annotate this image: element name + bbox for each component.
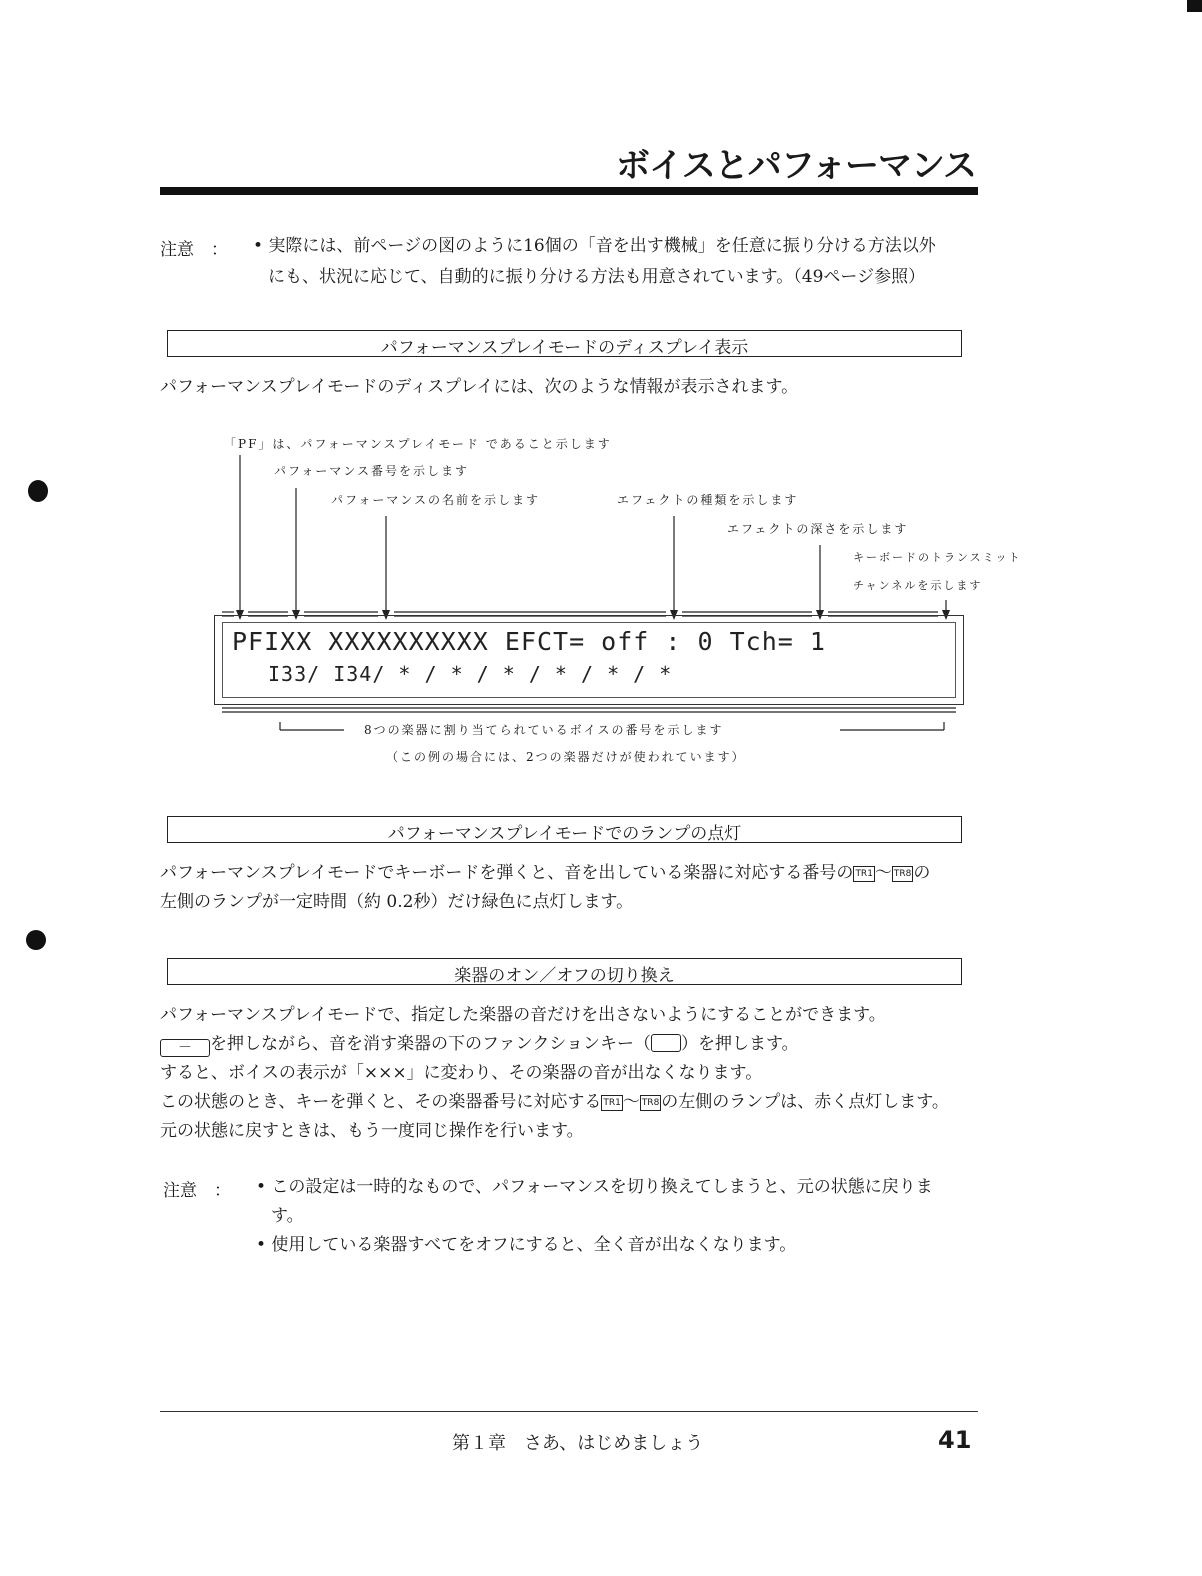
section-heading-onoff-text: 楽器のオン／オフの切り換え: [454, 966, 675, 986]
footer-rule: [160, 1411, 978, 1412]
scan-mark: [26, 930, 46, 950]
note-line-1: • 実際には、前ページの図のように16個の「音を出す機械」を任意に振り分ける方法以外: [253, 236, 936, 256]
tr1-badge: TR1: [853, 866, 874, 882]
onoff-text-4a: この状態のとき、キーを弾くと、その楽器番号に対応する: [160, 1092, 602, 1112]
lcd-line-2: I33/ I34/ * / * / * / * / * / *: [268, 662, 673, 686]
onoff-text-4b: の左側のランプは、赤く点灯します。: [661, 1092, 949, 1112]
annotation-effect-type: エフェクトの種類を示します: [617, 493, 799, 507]
section-heading-lamp: [167, 816, 962, 843]
chapter-title: ボイスとパフォーマンス: [616, 146, 976, 186]
annotation-performance-number: パフォーマンス番号を示します: [274, 464, 470, 478]
note2-bullet-2: • 使用している楽器すべてをオフにすると、全く音が出なくなります。: [256, 1235, 797, 1255]
section-heading-lamp-text: パフォーマンスプレイモードでのランプの点灯: [387, 824, 742, 844]
onoff-line-2: [160, 1028, 799, 1060]
note-line-2: にも、状況に応じて、自動的に振り分ける方法も用意されています。（49ページ参照）: [268, 267, 926, 287]
lamp-text-1b: の: [913, 863, 931, 883]
function-key-icon: [651, 1034, 681, 1052]
tr1-badge-2: TR1: [601, 1095, 622, 1111]
annotation-example: （この例の場合には、2つの楽器だけが使われています）: [386, 750, 746, 764]
section-heading-display-text: パフォーマンスプレイモードのディスプレイ表示: [380, 338, 749, 358]
page-number: 41: [938, 1426, 972, 1454]
onoff-line-1: パフォーマンスプレイモードで、指定した楽器の音だけを出さないようにすることができます。: [160, 1005, 886, 1025]
section-intro-display: パフォーマンスプレイモードのディスプレイには、次のような情報が表示されます。: [160, 377, 799, 397]
scan-mark: [28, 480, 48, 502]
section-heading-onoff: [167, 958, 962, 985]
tilde-2: 〜: [622, 1092, 640, 1112]
annotation-transmit-1: キーボードのトランスミット: [853, 551, 1022, 564]
footer-chapter: 第１章 さあ、はじめましょう: [452, 1433, 704, 1454]
note-label: 注意 ：: [160, 240, 228, 260]
annotation-voice-numbers: 8つの楽器に割り当てられているボイスの番号を示します: [364, 723, 724, 737]
scan-mark: [1187, 0, 1202, 12]
lamp-paragraph-line-1: [160, 857, 930, 889]
onoff-line-4: [160, 1086, 949, 1118]
annotation-transmit-2: チャンネルを示します: [853, 579, 983, 592]
onoff-text-2b: ）を押します。: [680, 1034, 799, 1054]
lcd-line-1: PFIXX XXXXXXXXXX EFCT= off : 0 Tch= 1: [232, 627, 826, 656]
onoff-line-5: 元の状態に戻すときは、もう一度同じ操作を行います。: [160, 1121, 584, 1141]
lamp-text-1a: パフォーマンスプレイモードでキーボードを弾くと、音を出している楽器に対応する番号の: [160, 863, 854, 883]
annotation-pf: 「PF」は、パフォーマンスプレイモード であること示します: [224, 437, 612, 451]
onoff-text-2a: を押しながら、音を消す楽器の下のファンクションキー（: [210, 1034, 651, 1054]
onoff-line-3: すると、ボイスの表示が「×××」に変わり、その楽器の音が出なくなります。: [160, 1063, 763, 1083]
tilde: 〜: [874, 863, 892, 883]
note-label-2: 注意 ：: [163, 1181, 231, 1201]
tr8-badge: TR8: [892, 866, 913, 882]
minus-key-icon: －: [160, 1039, 210, 1057]
note2-bullet-1b: す。: [271, 1206, 304, 1226]
annotation-effect-depth: エフェクトの深さを示します: [727, 522, 909, 536]
annotation-performance-name: パフォーマンスの名前を示します: [331, 493, 541, 507]
note2-bullet-1a: • この設定は一時的なもので、パフォーマンスを切り換えてしまうと、元の状態に戻りま: [256, 1177, 933, 1197]
tr8-badge-2: TR8: [640, 1095, 661, 1111]
lamp-paragraph-line-2: 左側のランプが一定時間（約 0.2秒）だけ緑色に点灯します。: [160, 892, 634, 912]
